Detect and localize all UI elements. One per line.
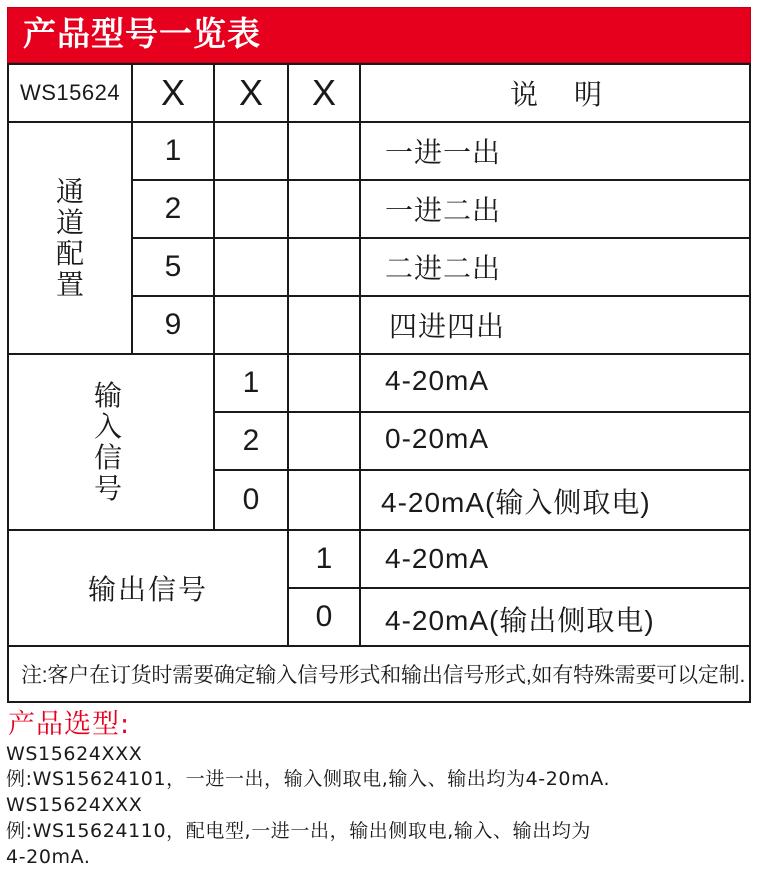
channel-desc-3: 二进二出 (385, 253, 502, 284)
output-desc-1: 4-20mA (385, 543, 490, 574)
code-digit-3-header: X (311, 72, 336, 113)
selection-line: WS15624XXX (6, 743, 143, 765)
channel-desc-2: 一进二出 (385, 195, 502, 226)
channel-code-2: 2 (164, 192, 182, 225)
channel-config-label: 通道配置 (55, 176, 84, 300)
channel-code-4: 9 (164, 308, 182, 341)
input-signal-label: 输入信号 (93, 380, 122, 504)
channel-desc-1: 一进一出 (385, 137, 502, 168)
output-code-1: 1 (315, 542, 333, 575)
input-desc-1: 4-20mA (385, 365, 490, 396)
selection-line: 例:WS15624101，一进一出，输入侧取电,输入、输出均为4-20mA. (6, 768, 611, 790)
order-note: 注:客户在订货时需要确定输入信号形式和输出信号形式,如有特殊需要可以定制. (21, 664, 746, 687)
code-digit-2-header: X (238, 72, 263, 113)
channel-code-1: 1 (164, 134, 182, 167)
input-desc-3: 4-20mA(输入侧取电) (381, 487, 651, 518)
input-code-2: 2 (242, 424, 260, 457)
input-desc-2: 0-20mA (385, 423, 490, 454)
channel-code-3: 5 (164, 250, 182, 283)
selection-line: WS15624XXX (6, 794, 143, 816)
code-digit-1-header: X (160, 72, 185, 113)
selection-line: 4-20mA. (6, 846, 91, 868)
description-header: 说明 (509, 79, 638, 110)
selection-title: 产品选型: (8, 709, 131, 740)
page-title: 产品型号一览表 (23, 14, 261, 53)
table-rule (359, 63, 361, 645)
output-desc-2: 4-20mA(输出侧取电) (385, 605, 655, 636)
model-table (7, 63, 751, 703)
table-rule (213, 469, 751, 471)
output-signal-label: 输出信号 (87, 574, 208, 605)
input-code-1: 1 (242, 366, 260, 399)
output-code-2: 0 (315, 600, 333, 633)
title-banner (7, 7, 751, 63)
channel-desc-4: 四进四出 (389, 311, 506, 342)
input-code-3: 0 (242, 483, 260, 516)
selection-line: 例:WS15624110，配电型,一进一出，输出侧取电,输入、输出均为 (6, 820, 592, 842)
model-prefix: WS15624 (19, 80, 121, 105)
